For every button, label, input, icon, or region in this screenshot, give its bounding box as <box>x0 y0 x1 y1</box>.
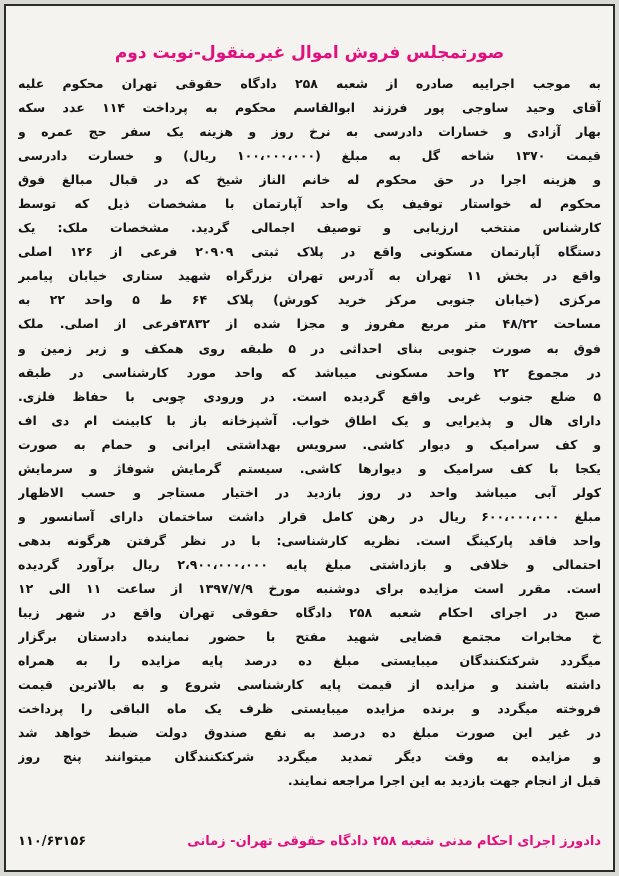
body-line: میگردد شرکتکنندگان میبایستی مبلغ ده درصد پایه مزایده را به همراه <box>18 653 601 669</box>
body-line: قبل از انجام جهت بازدید به این اجرا مراجعه نمایند. <box>287 773 601 789</box>
body-line: محکوم له خواستار توقیف یک واحد آپارتمان با مشخصات ذیل که توسط <box>18 196 601 212</box>
body-line: خ مخابرات مجتمع قضایی شهید مفتح با حضور نماینده دادستان برگزار <box>18 629 601 645</box>
body-line: مرکزی (خیابان جنوبی مرکز خرید کورش) پلاک ۶۴ ط ۵ واحد ۲۲ به <box>18 292 601 308</box>
notice-footer <box>18 828 601 856</box>
body-line: و هزینه اجرا در حق محکوم له خانم الناز شیخ که در قبال مبالغ فوق <box>18 172 601 188</box>
body-line: به موجب اجراییه صادره از شعبه ۲۵۸ دادگاه حقوقی تهران محکوم علیه <box>18 76 601 91</box>
signature-line: دادورز اجرای احکام مدنی شعبه ۲۵۸ دادگاه حقوقی تهران- زمانی <box>187 834 601 849</box>
body-line: در غیر این صورت مبلغ ده درصد به نفع صندوق دولت ضبط خواهد شد <box>18 725 601 741</box>
notice-title: صورتمجلس فروش اموال غیرمنقول-نوبت دوم <box>114 43 505 63</box>
body-line: است. مقرر است مزایده برای دوشنبه مورخ ۱۳۹۷/۷/۹ از ساعت ۱۱ الی ۱۲ <box>18 580 601 596</box>
body-line: و مزایده به وقت دیگر تمدید میگردد شرکتکنندگان میتوانند پنج روز <box>18 749 601 765</box>
body-line: فوق به صورت جنوبی بنای احداثی در ۵ طبقه روی همکف و زیر زمین و <box>18 340 601 356</box>
notice-body <box>18 72 601 818</box>
body-line: و کف سرامیک و دیوار کاشی. سرویس بهداشتی ایرانی و حمام به صورت <box>18 436 601 452</box>
body-line: قیمت ۱۳۷۰ شاخه گل به مبلغ (۱۰۰،۰۰۰،۰۰۰ ریال) و خسارت دادرسی <box>18 148 601 164</box>
body-line: ۵ ضلع جنوب غربی واقع گردیده است. در ورودی چوبی با حفاظ فلزی. <box>18 388 601 404</box>
body-line: دستگاه آپارتمان مسکونی واقع در پلاک ثبتی ۲۰۹۰۹ فرعی از ۱۲۶ اصلی <box>18 244 601 260</box>
body-line: کولر آبی میباشد واحد در روز بازدید در اختیار مستاجر و حسب الاظهار <box>18 484 601 500</box>
body-line: یکجا با کف سرامیک و دیوارها کاشی. سیستم گرمایش شوفاژ و سرمایش <box>18 460 601 476</box>
body-line: مساحت ۴۸/۲۲ متر مربع مفروز و مجزا شده از ۳۸۳۲فرعی از اصلی. ملک <box>18 316 601 332</box>
body-line: صبح در اجرای احکام شعبه ۲۵۸ دادگاه حقوقی تهران واقع در شهر زیبا <box>18 605 601 621</box>
body-line: آقای وحید ساوجی پور فرزند ابوالقاسم محکوم به پرداخت ۱۱۴ عدد سکه <box>18 100 601 116</box>
body-line: احتمالی و خلافی و بازداشتی مبلغ پایه ۲،۹۰۰،۰۰۰،۰۰۰ ریال برآورد گردیده <box>18 556 601 572</box>
body-line: فروخته میگردد و برنده مزایده میبایستی ظرف یک ماه الباقی را پرداخت <box>18 701 601 717</box>
notice-code: ۱۱۰/۶۳۱۵۶ <box>18 834 87 849</box>
body-line: در مجموع ۲۲ واحد مسکونی میباشد که واحد مورد کارشناسی در طبقه <box>18 364 601 380</box>
body-line: دارای هال و پذیرایی و یک اطاق خواب. آشپزخانه باز با کابینت ام دی اف <box>18 412 601 428</box>
body-line: واقع در بخش ۱۱ تهران به آدرس تهران بزرگراه شهید ستاری خیابان پیامبر <box>18 268 601 284</box>
body-line: داشته باشند و مزایده از قیمت پایه کارشناسی شروع و به بالاترین قیمت <box>18 677 601 693</box>
notice-clipping <box>4 4 615 872</box>
body-line: بهار آزادی و خسارات دادرسی به نرخ روز و هزینه یک سفر حج عمره و <box>18 124 601 140</box>
body-line: مبلغ ۶۰۰،۰۰۰،۰۰۰ ریال در رهن کامل قرار داشت ساختمان دارای آسانسور و <box>18 508 601 524</box>
body-line: واحد فاقد پارکینگ است. نظریه کارشناسی: با در نظر گرفتن هرگونه بدهی <box>18 532 601 548</box>
body-line: کارشناس منتخب ارزیابی و توصیف اجمالی گردید. مشخصات ملک: یک <box>18 220 601 236</box>
